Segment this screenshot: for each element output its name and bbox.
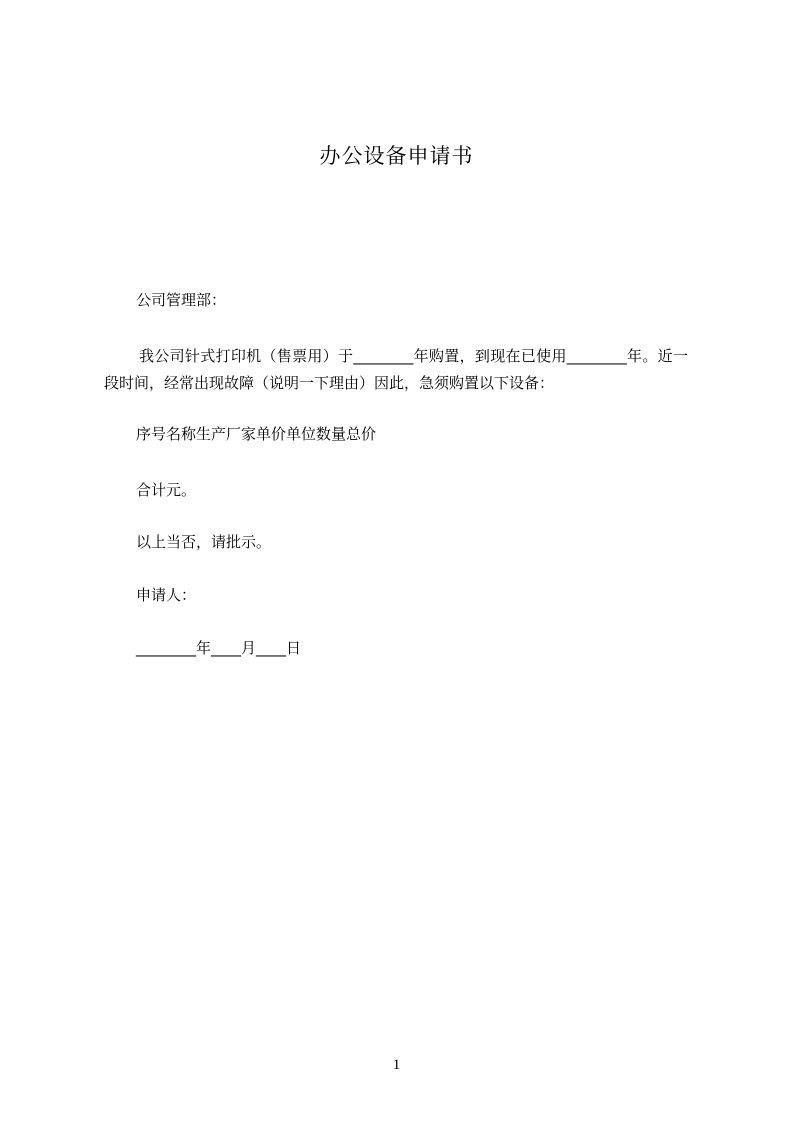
date-line: ________年____月____日 (136, 639, 302, 657)
body-paragraph: 我公司针式打印机（售票用）于________年购置，到现在已使用________年。近一段时间，经常出现故障（说明一下理由）因此，急须购置以下设备： (104, 347, 688, 392)
total-line: 合计元。 (136, 481, 197, 499)
document-title: 办公设备申请书 (319, 144, 474, 168)
page-number: 1 (392, 1057, 401, 1073)
salutation: 公司管理部： (136, 291, 227, 309)
closing-line: 以上当否，请批示。 (136, 533, 272, 551)
equipment-table-header: 序号名称生产厂家单价单位数量总价 (136, 425, 377, 443)
applicant-label: 申请人： (136, 586, 197, 604)
